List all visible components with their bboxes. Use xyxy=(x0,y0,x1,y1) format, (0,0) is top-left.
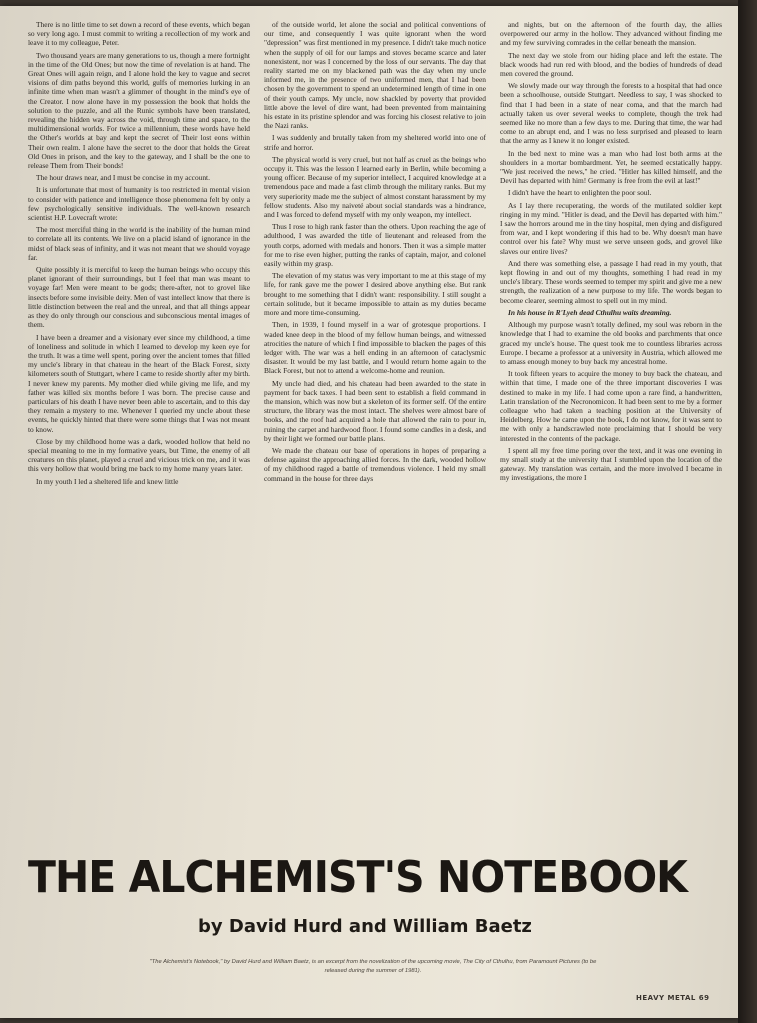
article-column-3 xyxy=(500,20,722,850)
article-paragraph: Thus I rose to high rank faster than the others. Upon reaching the age of adulthood, I was awarded the title of lieutenant and released from the youth corps, adorned with medals and honors. Then it was a simple matter for me to rise even higher, putting the ranks of captain, major, and colonel easily within my grasp. xyxy=(264,222,486,269)
article-paragraph: I have been a dreamer and a visionary ever since my childhood, a time of loneliness and solitude in which I learned to develop my keen eye for the truth. It was a time well spent, poring over the ancient tomes that filled my uncle's library in that chateau in the heart of the Black Forest, sixty kilometers south of Stuttgart, where I came to reside shortly after my birth. I never knew my parents. My mother died while giving me life, and my father was killed six months before I was born. The precise cause and particulars of his death I have never been able to ascertain, and to this day they remain a mystery to me. Whenever I queried my uncle about these events, he quickly hinted that there were some things that I was not meant to know. xyxy=(28,332,250,434)
article-paragraph: There is no little time to set down a record of these events, which began so very long ago. I must commit to writing a recollection of my work and leave it to my colleague, Peter. xyxy=(28,20,250,48)
article-paragraph: of the outside world, let alone the social and political conventions of our time, and consequently I was quite ignorant when the word "depression" was first mentioned in my presence. I didn't take much notice when the supply of oil for our lamps and stoves became scarce and later nonexistent, nor was I concerned by the loss of our servants. The day that reality started me on my blackened path was the day when my uncle informed me, in the presence of two uniformed men, that I had been chosen by the government to spend an undetermined length of time in one of their youth camps. My uncle, now shackled by poverty that provided little above the level of dire want, had been prevented from maintaining his estate in its pristine splendor and was forcing his closest relative to join the Nazi ranks. xyxy=(264,20,486,131)
article-paragraph: We slowly made our way through the forests to a hospital that had once been a schoolhouse, outside Stuttgart. Needless to say, I was shocked to find that I had been in a state of near coma, and that the march had actually taken us over several weeks to complete, though the trek had seemed like no more than a few days to me. During that time, the war had come to an abrupt end, and I was no less surprised and pleased to learn that the army as I knew it no longer existed. xyxy=(500,81,722,146)
article-paragraph: It is unfortunate that most of humanity is too restricted in mental vision to consider with patience and intelligence those phenomena felt by only a few psychologically sensitive individuals. The well-known research scientist H.P. Lovecraft wrote: xyxy=(28,185,250,223)
article-paragraph: It took fifteen years to acquire the money to buy back the chateau, and within that time, I made one of the three important discoveries I was destined to make in my life. I had come upon a rare find, a handwritten, Latin translation of the Necronomicon. It had been sent to me by a former colleague who had taken a teaching position at the University of Heidelberg. How he came upon the book, I do not know, for it was sent to me with only a handscrawled note proclaiming that I should be very interested in the contents of the package. xyxy=(500,369,722,443)
article-paragraph: The most merciful thing in the world is the inability of the human mind to correlate all its contents. We live on a placid island of ignorance in the midst of black seas of infinity, and it was not meant that we should voyage far. xyxy=(28,225,250,262)
article-column-1 xyxy=(28,20,250,850)
article-paragraph: Then, in 1939, I found myself in a war of grotesque proportions. I waded knee deep in the blood of my fellow human beings, and witnessed atrocities the nature of which I find impossible to blacken the pages of this ledger with. The war was a hell ending in an afternoon of cataclysmic disaster. It would be my last battle, and I would return home again to the Black Forest, but not to attend a welcome-home and reunion. xyxy=(264,320,486,376)
article-paragraph: The elevation of my status was very important to me at this stage of my life, for rank gave me the power I desired above anything else. But rank brought to me something that I didn't want: responsibility. I still sought a certain solitude, but it became impossible to attain as my duties became more and more time-consuming. xyxy=(264,271,486,318)
article-paragraph: The physical world is very cruel, but not half as cruel as the beings who occupy it. This was the lesson I learned early in Berlin, while becoming a young officer. Because of my superior intellect, I acquired knowledge at a tremendous pace and made a fast climb through the military ranks. But my very superiority made me the subject of almost constant harassment by my fellow students. Also my naiveté about social standards was a hindrance, and I was forced to defend myself with my only weapon, my intellect. xyxy=(264,154,486,220)
article-paragraph: The hour draws near, and I must be concise in my account. xyxy=(36,173,210,183)
article-paragraph: My uncle had died, and his chateau had been awarded to the state in payment for back taxes. I had been sent to establish a field command in the mansion, which was now but a skeleton of its former self. Of the entire structure, the library was the most intact. The shelves were almost bare of books, and the roof had acquired a hole that allowed the rain to pour in, ruining the carpet and hardwood floor. I found some candles in a desk, and by their light we formed our battle plans. xyxy=(264,378,486,443)
magazine-page xyxy=(0,6,738,1018)
article-paragraph: I was suddenly and brutally taken from my sheltered world into one of strife and horror. xyxy=(264,133,486,152)
article-paragraph: Quite possibly it is merciful to keep the human beings who occupy this planet ignorant of their surroundings, but I feel that man was meant to voyage far! Men were meant to be gods; there-after, not to grovel like insects before some invisible deity. Men of vast intellect know that there is little distinction between the real and the unreal, and that all things appear as they do only through our conscious and subconscious mental images of them. xyxy=(28,265,250,330)
article-paragraph: I spent all my free time poring over the text, and it was one evening in my small study at the university that I stumbled upon the location of the gateway. My translation was certain, and the more involved I became in my investigations, the more I xyxy=(500,445,722,483)
article-column-2 xyxy=(264,20,486,850)
article-paragraph: and nights, but on the afternoon of the fourth day, the allies overpowered our army in the hollow. They advanced without finding me and my few surviving comrades in the cellar beneath the mansion. xyxy=(500,20,722,48)
article-title: THE ALCHEMIST'S NOTEBOOK xyxy=(28,852,687,903)
article-paragraph: And there was something else, a passage I had read in my youth, that kept flowing in and out of my thoughts, something I had read in my uncle's library. These words seemed to temper my spirit and give me a new strength, the realization of a new purpose to my life. The words began to become clearer, seeming almost to spell out in my mind. xyxy=(500,258,722,305)
article-paragraph: In his house in R'Lyeh dead Cthulhu waits dreaming. xyxy=(508,307,672,317)
article-paragraph: Although my purpose wasn't totally defined, my soul was reborn in the knowledge that I had to examine the old books and parchments that once graced my uncle's house. The quest took me to countless libraries across Europe. I became a professor at a university in Austria, which allowed me to amass enough money to buy back my ancestral home. xyxy=(500,320,722,366)
article-caption: "The Alchemist's Notebook," by David Hurd and William Baetz, is an excerpt from the novelization of the upcoming movie, The City of Cthulhu, from Paramount Pictures (to be released during the summer of 1981). xyxy=(149,959,597,974)
binding-edge xyxy=(738,0,757,1023)
article-paragraph: We made the chateau our base of operations in hopes of preparing a defense against the approaching allied forces. In the dark, wooded hollow of my childhood raged a battle of tremendous violence. I held my small command in the house for three days xyxy=(264,445,486,483)
article-paragraph: I didn't have the heart to enlighten the poor soul. xyxy=(508,188,652,198)
article-paragraph: Two thousand years are many generations to us, though a mere fortnight in the time of the Old Ones; but now the time of revelation is at hand. The Great Ones will again reign, and I alone hold the key to vague and secret visions of dim paths beyond this world, gulfs of memories lurking in an infinite time when man wasn't a glimmer of thought in the mind's eye of the Creator. I now alone have in my possession the book that holds the solution to the puzzle, and all the Runic symbols have been translated, revealing the hidden way across the void, through time and space, to the multidimensional worlds. For twice a millennium, these words have held the Other's worlds at bay and kept the secret of Their lost eons within Their own realm. I alone have the secret to the door that holds the Great Old Ones in prison, and the key to the gateway, and I shall be the one to release Them from Their bonds! xyxy=(28,50,250,171)
article-columns xyxy=(28,20,722,850)
article-paragraph: Close by my childhood home was a dark, wooded hollow that held no special meaning to me in my formative years, but Time, the enemy of all creatures on this planet, played a cruel and vicious trick on me, and it was this very hollow that would bring me back to my home many years later. xyxy=(28,436,250,474)
page-folio: HEAVY METAL 69 xyxy=(636,994,710,1002)
article-paragraph: In my youth I led a sheltered life and knew little xyxy=(36,476,179,486)
article-paragraph: The next day we stole from our hiding place and left the estate. The black woods had run red with blood, and the bodies of hundreds of dead men covered the ground. xyxy=(500,50,722,79)
article-byline: by David Hurd and William Baetz xyxy=(198,916,532,937)
article-paragraph: As I lay there recuperating, the words of the mutilated soldier kept ringing in my mind. "Hitler is dead, and the Devil has departed with him." I saw the horrors around me in the tiny hospital, men dying and disfigured from war, and I kept wondering if this had to be. Why doesn't man have control over his fate? Why must we serve unseen gods, and grovel like slaves our entire lives? xyxy=(500,200,722,256)
article-paragraph: In the bed next to mine was a man who had lost both arms at the shoulders in a mortar bombardment. Yet, he seemed ecstatically happy. "We just received the news," he cried. "Hitler has killed himself, and the Devil has departed with him! Germany is free from the evil at last!" xyxy=(500,148,722,186)
